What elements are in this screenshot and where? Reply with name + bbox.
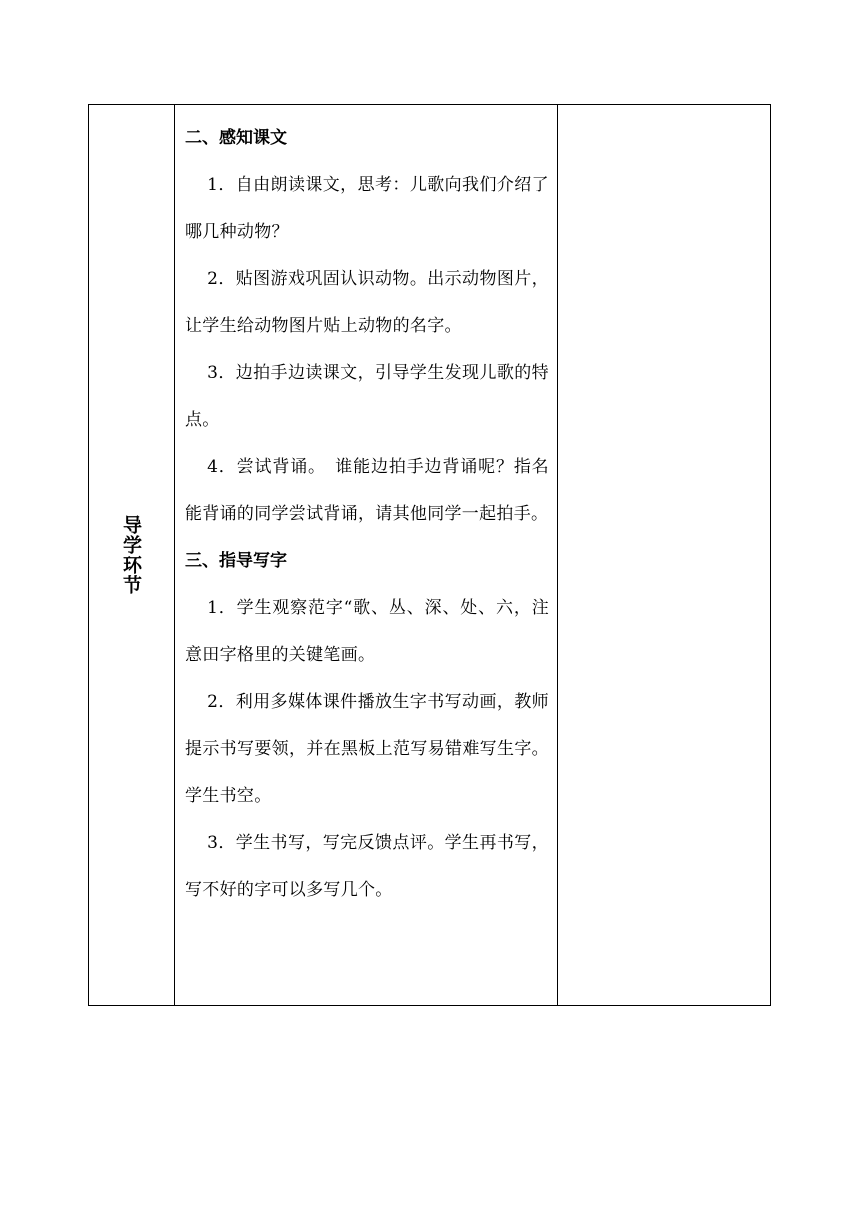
step-item: 1．自由朗读课文，思考：儿歌向我们介绍了哪几种动物？ [185, 175, 549, 242]
step-item: 3．边拍手边读课文，引导学生发现儿歌的特点。 [185, 363, 549, 430]
step-item: 4．尝试背诵。 谁能边拍手边背诵呢？指名能背诵的同学尝试背诵，请其他同学一起拍手。 [185, 457, 549, 524]
lesson-plan-table [88, 104, 771, 1006]
notes-cell [558, 105, 770, 1005]
section-writing-guidance [185, 538, 549, 914]
row-label-cell [89, 105, 175, 1005]
step-item: 3．学生书写，写完反馈点评。学生再书写，写不好的字可以多写几个。 [185, 833, 549, 900]
section-heading: 三、指导写字 [185, 551, 287, 571]
content-cell [175, 105, 558, 1005]
step-item: 1．学生观察范字“歌、丛、深、处、六，注意田字格里的关键笔画。 [185, 598, 549, 665]
step-item: 2．贴图游戏巩固认识动物。出示动物图片，让学生给动物图片贴上动物的名字。 [185, 269, 549, 336]
row-label: 导学环节 [120, 515, 142, 595]
step-item: 2．利用多媒体课件播放生字书写动画，教师提示书写要领，并在黑板上范写易错难写生字。学生书空。 [185, 692, 549, 806]
section-heading: 二、感知课文 [185, 128, 287, 148]
section-perceive-text [185, 115, 549, 538]
